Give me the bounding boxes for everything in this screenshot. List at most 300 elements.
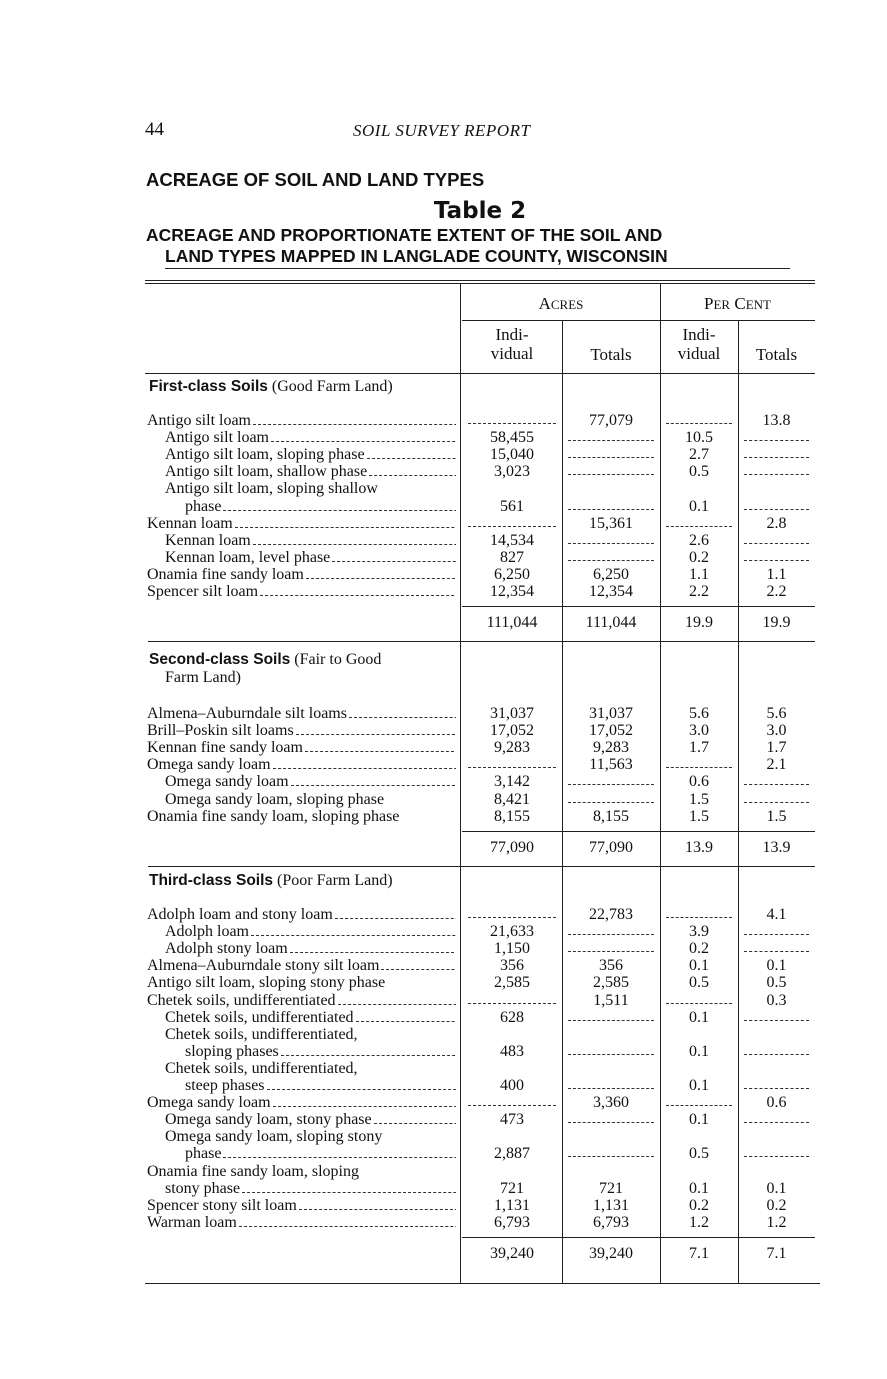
table-row <box>0 974 887 991</box>
cell-ind-pct: 1.2 <box>689 1213 709 1231</box>
cell-ind-acres: 17,052 <box>490 722 534 740</box>
empty-cell-dash <box>744 463 809 475</box>
cell-ind-pct: 1.5 <box>689 790 709 808</box>
row-label <box>147 1094 456 1111</box>
dot-leader <box>235 516 456 528</box>
table-row <box>0 756 887 773</box>
row-label <box>165 923 456 940</box>
empty-cell-dash <box>568 446 654 458</box>
subtotal-tot-pct: 7.1 <box>766 1244 787 1262</box>
empty-cell-dash <box>744 1077 809 1089</box>
cell-tot-pct: 0.5 <box>766 974 787 992</box>
empty-cell-dash <box>744 549 809 561</box>
table-row <box>0 1128 887 1145</box>
table-row <box>0 566 887 583</box>
row-label <box>147 705 456 722</box>
row-label <box>165 1128 456 1145</box>
dot-leader <box>223 499 456 511</box>
cell-ind-pct: 0.1 <box>689 957 709 975</box>
row-label-text: Antigo silt loam, sloping stony phase <box>147 974 386 992</box>
table-row <box>0 1026 887 1043</box>
cell-ind-pct: 0.2 <box>689 1196 709 1214</box>
cell-ind-pct: 0.1 <box>689 1179 709 1197</box>
row-label-text: Onamia fine sandy loam, sloping phase <box>147 807 400 825</box>
dot-leader <box>291 774 456 786</box>
row-label-text: Kennan loam, level phase <box>165 548 331 566</box>
row-label <box>147 756 456 773</box>
row-label-text: Antigo silt loam, shallow phase <box>165 463 368 481</box>
dot-leader <box>273 757 456 769</box>
subtotal-ind-pct: 19.9 <box>685 614 713 632</box>
table-row <box>0 923 887 940</box>
section-rule <box>148 641 815 642</box>
cell-ind-pct: 3.9 <box>689 923 709 941</box>
cell-ind-acres: 6,793 <box>494 1213 530 1231</box>
table-row <box>0 1009 887 1026</box>
row-label <box>147 1163 456 1180</box>
subtotal-tot-pct: 13.9 <box>762 838 791 856</box>
empty-cell-dash <box>568 498 654 510</box>
cell-ind-pct: 1.5 <box>689 807 709 825</box>
row-label <box>165 1009 456 1026</box>
header-acres-individual: Indi- vidual <box>490 325 534 363</box>
table-row <box>0 412 887 429</box>
table-number: Table 2 <box>433 198 527 224</box>
cell-ind-pct: 5.6 <box>689 705 709 722</box>
empty-cell-dash <box>666 515 732 527</box>
row-label-text: Chetek soils, undifferentiated <box>147 991 336 1009</box>
section-rule <box>148 866 815 867</box>
table-row <box>0 1163 887 1180</box>
subtotal-ind-acres: 39,240 <box>490 1244 534 1262</box>
table-row <box>0 791 887 808</box>
empty-cell-dash <box>744 923 809 935</box>
subtotal-ind-acres: 111,044 <box>486 614 538 632</box>
cell-ind-pct: 2.2 <box>689 583 709 600</box>
row-label-text: phase <box>185 1145 222 1163</box>
dot-leader <box>381 958 456 970</box>
section-heading-bold: Third-class Soils <box>149 872 274 889</box>
row-label-text: Chetek soils, undifferentiated <box>165 1008 354 1026</box>
table-row <box>0 1214 887 1231</box>
table-row <box>0 480 887 497</box>
row-label <box>147 1214 456 1231</box>
table-row <box>0 739 887 756</box>
table-row <box>0 1094 887 1111</box>
empty-cell-dash <box>568 791 654 803</box>
cell-tot-acres: 8,155 <box>593 807 629 825</box>
row-label-text: stony phase <box>165 1179 241 1197</box>
cell-tot-acres: 6,250 <box>593 565 629 583</box>
dot-leader <box>299 1198 456 1210</box>
cell-ind-pct: 0.2 <box>689 940 709 958</box>
cell-tot-pct: 0.6 <box>766 1094 787 1112</box>
cell-ind-acres: 8,421 <box>494 790 530 808</box>
cell-ind-acres: 628 <box>500 1008 524 1026</box>
cell-ind-acres: 827 <box>500 548 524 566</box>
section-heading <box>149 872 393 890</box>
dot-leader <box>253 533 456 545</box>
empty-cell-dash <box>744 1145 809 1157</box>
dot-leader <box>296 723 456 735</box>
dot-leader <box>281 1044 456 1056</box>
table-row <box>0 583 887 600</box>
empty-cell-dash <box>666 412 732 424</box>
table-row <box>0 463 887 480</box>
table-caption-line2: LAND TYPES MAPPED IN LANGLADE COUNTY, WISCONSIN <box>165 246 668 266</box>
header-pct-individual: Indi- vidual <box>677 325 721 363</box>
row-label-text: Spencer silt loam <box>147 583 259 600</box>
subtotal-tot-acres: 77,090 <box>589 838 633 856</box>
row-label-text: Omega sandy loam, stony phase <box>165 1111 372 1129</box>
dot-leader <box>306 567 456 579</box>
row-label <box>165 791 456 808</box>
empty-cell-dash <box>568 532 654 544</box>
section-heading-rest: (Poor Farm Land) <box>273 872 393 889</box>
cell-ind-acres: 3,142 <box>494 773 530 791</box>
cell-tot-acres: 356 <box>599 957 623 975</box>
cell-ind-acres: 473 <box>500 1111 524 1129</box>
cell-ind-pct: 0.5 <box>689 974 709 992</box>
empty-cell-dash <box>568 1077 654 1089</box>
cell-tot-acres: 6,793 <box>593 1213 629 1231</box>
table-bottom-rule <box>145 1283 820 1284</box>
cell-ind-pct: 2.6 <box>689 531 709 549</box>
cell-tot-pct: 0.3 <box>766 991 787 1009</box>
cell-ind-acres: 1,150 <box>494 940 530 958</box>
row-label <box>147 583 456 600</box>
empty-cell-dash <box>666 906 732 918</box>
section-heading-bold: Second-class Soils <box>149 651 291 668</box>
cell-ind-acres: 6,250 <box>494 565 530 583</box>
dot-leader <box>367 447 456 459</box>
cell-tot-pct: 1.5 <box>766 807 787 825</box>
cell-ind-acres: 400 <box>500 1077 524 1094</box>
header-pct-totals: Totals <box>755 345 798 364</box>
table-row <box>0 1180 887 1197</box>
dot-leader <box>332 550 456 562</box>
row-label <box>147 957 456 974</box>
row-label <box>147 722 456 739</box>
subtotal-rule <box>462 1237 815 1238</box>
cell-ind-pct: 0.6 <box>689 773 709 791</box>
empty-cell-dash <box>568 429 654 441</box>
empty-cell-dash <box>744 429 809 441</box>
header-bottom-rule <box>145 373 815 374</box>
empty-cell-dash <box>468 515 556 527</box>
row-label <box>147 808 456 825</box>
cell-ind-acres: 21,633 <box>490 923 534 941</box>
empty-cell-dash <box>744 498 809 510</box>
empty-cell-dash <box>568 463 654 475</box>
cell-tot-pct: 2.2 <box>766 583 787 600</box>
cell-tot-pct: 1.7 <box>766 739 787 757</box>
cell-ind-acres: 721 <box>500 1179 524 1197</box>
empty-cell-dash <box>666 992 732 1004</box>
cell-tot-pct: 0.2 <box>766 1196 787 1214</box>
row-label-text: Onamia fine sandy loam, sloping <box>147 1162 359 1180</box>
empty-cell-dash <box>568 1111 654 1123</box>
row-label <box>147 739 456 756</box>
row-label <box>185 1043 456 1060</box>
empty-cell-dash <box>468 906 556 918</box>
table-caption-line1: ACREAGE AND PROPORTIONATE EXTENT OF THE SOIL AND <box>146 225 663 245</box>
cell-ind-acres: 356 <box>500 957 524 975</box>
section-heading <box>149 651 381 687</box>
row-label-text: Antigo silt loam, sloping phase <box>165 446 365 464</box>
empty-cell-dash <box>568 773 654 785</box>
cell-ind-pct: 0.5 <box>689 1145 709 1163</box>
cell-tot-pct: 5.6 <box>766 705 787 722</box>
table-row <box>0 532 887 549</box>
dot-leader <box>356 1010 456 1022</box>
row-label <box>185 498 456 515</box>
cell-ind-pct: 0.2 <box>689 548 709 566</box>
table-row <box>0 940 887 957</box>
cell-ind-acres: 561 <box>500 497 524 515</box>
cell-tot-pct: 0.1 <box>766 1179 787 1197</box>
subtotal-tot-acres: 39,240 <box>589 1244 633 1262</box>
subtotal-tot-pct: 19.9 <box>762 614 791 632</box>
cell-ind-pct: 1.1 <box>689 565 709 583</box>
dot-leader <box>242 1181 456 1193</box>
cell-tot-pct: 1.2 <box>766 1213 787 1231</box>
row-label <box>147 566 456 583</box>
row-label <box>165 532 456 549</box>
section-heading-rest: (Good Farm Land) <box>267 378 393 395</box>
cell-tot-pct: 3.0 <box>766 722 787 740</box>
table-row <box>0 722 887 739</box>
table-row <box>0 1077 887 1094</box>
dot-leader <box>338 993 456 1005</box>
dot-leader <box>267 1078 456 1090</box>
row-label-text: Omega sandy loam <box>147 756 271 774</box>
dot-leader <box>374 1112 456 1124</box>
table-row <box>0 992 887 1009</box>
row-label-text: phase <box>185 497 222 515</box>
cell-ind-pct: 2.7 <box>689 446 709 464</box>
row-label-text: Kennan loam <box>165 531 251 549</box>
running-head: SOIL SURVEY REPORT <box>353 121 531 140</box>
cell-tot-acres: 2,585 <box>593 974 629 992</box>
empty-cell-dash <box>744 1009 809 1021</box>
table-row <box>0 1111 887 1128</box>
empty-cell-dash <box>468 412 556 424</box>
cell-ind-acres: 1,131 <box>494 1196 530 1214</box>
empty-cell-dash <box>568 923 654 935</box>
row-label <box>165 1026 456 1043</box>
cell-ind-pct: 10.5 <box>685 429 713 447</box>
row-label <box>165 1111 456 1128</box>
row-label-text: Adolph loam <box>165 923 249 941</box>
section-heading <box>149 378 393 396</box>
row-label <box>185 1145 456 1162</box>
row-label-text: Omega sandy loam, sloping phase <box>165 790 385 808</box>
cell-tot-pct: 2.8 <box>766 514 787 532</box>
dot-leader <box>223 1146 456 1158</box>
table-row <box>0 906 887 923</box>
row-label-text: Omega sandy loam <box>165 773 289 791</box>
cell-ind-pct: 1.7 <box>689 739 709 757</box>
empty-cell-dash <box>744 940 809 952</box>
empty-cell-dash <box>568 549 654 561</box>
cell-tot-acres: 17,052 <box>589 722 633 740</box>
cell-tot-acres: 721 <box>599 1179 623 1197</box>
empty-cell-dash <box>468 992 556 1004</box>
cell-tot-acres: 22,783 <box>589 906 633 923</box>
header-per-cent: PER CENT <box>704 294 771 313</box>
cell-ind-pct: 0.1 <box>689 1042 709 1060</box>
empty-cell-dash <box>744 532 809 544</box>
row-label <box>165 463 456 480</box>
row-label-text: Adolph stony loam <box>165 940 288 958</box>
row-label <box>147 515 456 532</box>
row-label <box>165 940 456 957</box>
row-label-text: Chetek soils, undifferentiated, <box>165 1059 358 1077</box>
empty-cell-dash <box>568 1043 654 1055</box>
table-row <box>0 1197 887 1214</box>
row-label-text: Spencer stony silt loam <box>147 1196 297 1214</box>
row-label-text: steep phases <box>185 1077 265 1094</box>
empty-cell-dash <box>468 756 556 768</box>
dot-leader <box>260 584 456 596</box>
cell-ind-pct: 0.1 <box>689 497 709 515</box>
cell-ind-acres: 8,155 <box>494 807 530 825</box>
row-label-text: Warman loam <box>147 1213 237 1231</box>
row-label-text: Almena–Auburndale silt loams <box>147 705 347 722</box>
cell-tot-acres: 9,283 <box>593 739 629 757</box>
dot-leader <box>335 907 456 919</box>
row-label-text: Brill–Poskin silt loams <box>147 722 294 740</box>
row-label-text: Onamia fine sandy loam <box>147 565 304 583</box>
table-row <box>0 498 887 515</box>
empty-cell-dash <box>568 1009 654 1021</box>
cell-ind-acres: 12,354 <box>490 583 534 600</box>
cell-ind-acres: 2,585 <box>494 974 530 992</box>
row-label <box>147 906 456 923</box>
header-acres-totals: Totals <box>590 345 632 364</box>
row-label <box>185 1077 456 1094</box>
subtotal-ind-pct: 7.1 <box>689 1244 709 1262</box>
row-label-text: Kennan fine sandy loam <box>147 739 303 757</box>
dot-leader <box>349 706 456 718</box>
table-top-rule-double <box>145 283 815 284</box>
cell-tot-acres: 12,354 <box>589 583 633 600</box>
row-label <box>165 549 456 566</box>
cell-ind-acres: 15,040 <box>490 446 534 464</box>
dot-leader <box>239 1215 456 1227</box>
cell-tot-acres: 11,563 <box>589 756 633 774</box>
row-label-text: Adolph loam and stony loam <box>147 906 333 923</box>
empty-cell-dash <box>744 1043 809 1055</box>
row-label <box>147 412 456 429</box>
row-label-text: Kennan loam <box>147 514 233 532</box>
dot-leader <box>271 430 456 442</box>
row-label-text: sloping phases <box>185 1042 279 1060</box>
cell-tot-pct: 0.1 <box>766 957 787 975</box>
row-label <box>147 1197 456 1214</box>
section-heading-rest: (Fair to Good <box>290 651 382 668</box>
cell-tot-pct: 2.1 <box>766 756 787 774</box>
table-row <box>0 957 887 974</box>
table-row <box>0 773 887 790</box>
table-row <box>0 1145 887 1162</box>
row-label <box>165 429 456 446</box>
empty-cell-dash <box>744 773 809 785</box>
row-label-text: Almena–Auburndale stony silt loam <box>147 957 380 975</box>
row-label <box>165 1180 456 1197</box>
cell-tot-acres: 77,079 <box>589 412 633 429</box>
row-label <box>147 974 456 991</box>
cell-ind-pct: 3.0 <box>689 722 709 740</box>
empty-cell-dash <box>568 940 654 952</box>
page-number: 44 <box>145 119 164 140</box>
empty-cell-dash <box>666 1094 732 1106</box>
row-label <box>165 480 456 497</box>
cell-ind-pct: 0.5 <box>689 463 709 481</box>
row-label <box>147 992 456 1009</box>
cell-ind-acres: 2,887 <box>494 1145 530 1163</box>
cell-tot-acres: 3,360 <box>593 1094 629 1112</box>
dot-leader <box>273 1095 456 1107</box>
cell-tot-acres: 15,361 <box>589 514 633 532</box>
row-label <box>165 1060 456 1077</box>
subtotal-ind-pct: 13.9 <box>685 838 713 856</box>
cell-tot-acres: 1,131 <box>593 1196 629 1214</box>
empty-cell-dash <box>568 1145 654 1157</box>
empty-cell-dash <box>468 1094 556 1106</box>
section-title: ACREAGE OF SOIL AND LAND TYPES <box>146 169 485 190</box>
subtotal-ind-acres: 77,090 <box>490 838 534 856</box>
cell-tot-pct: 13.8 <box>762 412 791 429</box>
cell-ind-acres: 31,037 <box>490 705 534 722</box>
row-label-text: Antigo silt loam <box>165 429 269 447</box>
table-row <box>0 705 887 722</box>
header-subdivision-rule <box>462 320 815 321</box>
cell-ind-pct: 0.1 <box>689 1008 709 1026</box>
empty-cell-dash <box>744 446 809 458</box>
row-label <box>165 446 456 463</box>
dot-leader <box>251 924 456 936</box>
header-acres: ACRES <box>538 294 584 313</box>
table-row <box>0 515 887 532</box>
cell-ind-pct: 0.1 <box>689 1111 709 1129</box>
caption-underline <box>165 268 790 269</box>
cell-tot-pct: 4.1 <box>766 906 787 923</box>
cell-ind-acres: 3,023 <box>494 463 530 481</box>
table-row <box>0 1060 887 1077</box>
dot-leader <box>369 464 456 476</box>
cell-ind-pct: 0.1 <box>689 1077 709 1094</box>
table-top-rule <box>145 280 815 281</box>
empty-cell-dash <box>744 1111 809 1123</box>
dot-leader <box>290 941 456 953</box>
table-row <box>0 808 887 825</box>
section-heading-line2: Farm Land) <box>165 669 241 686</box>
cell-ind-acres: 483 <box>500 1042 524 1060</box>
row-label-text: Omega sandy loam, sloping stony <box>165 1128 383 1146</box>
subtotal-tot-acres: 111,044 <box>585 614 637 632</box>
row-label-text: Chetek soils, undifferentiated, <box>165 1025 358 1043</box>
cell-ind-acres: 9,283 <box>494 739 530 757</box>
row-label-text: Omega sandy loam <box>147 1094 271 1112</box>
table-row <box>0 446 887 463</box>
empty-cell-dash <box>666 756 732 768</box>
subtotal-rule <box>462 606 815 607</box>
cell-tot-acres: 31,037 <box>589 705 633 722</box>
table-row <box>0 429 887 446</box>
section-heading-bold: First-class Soils <box>149 378 268 395</box>
